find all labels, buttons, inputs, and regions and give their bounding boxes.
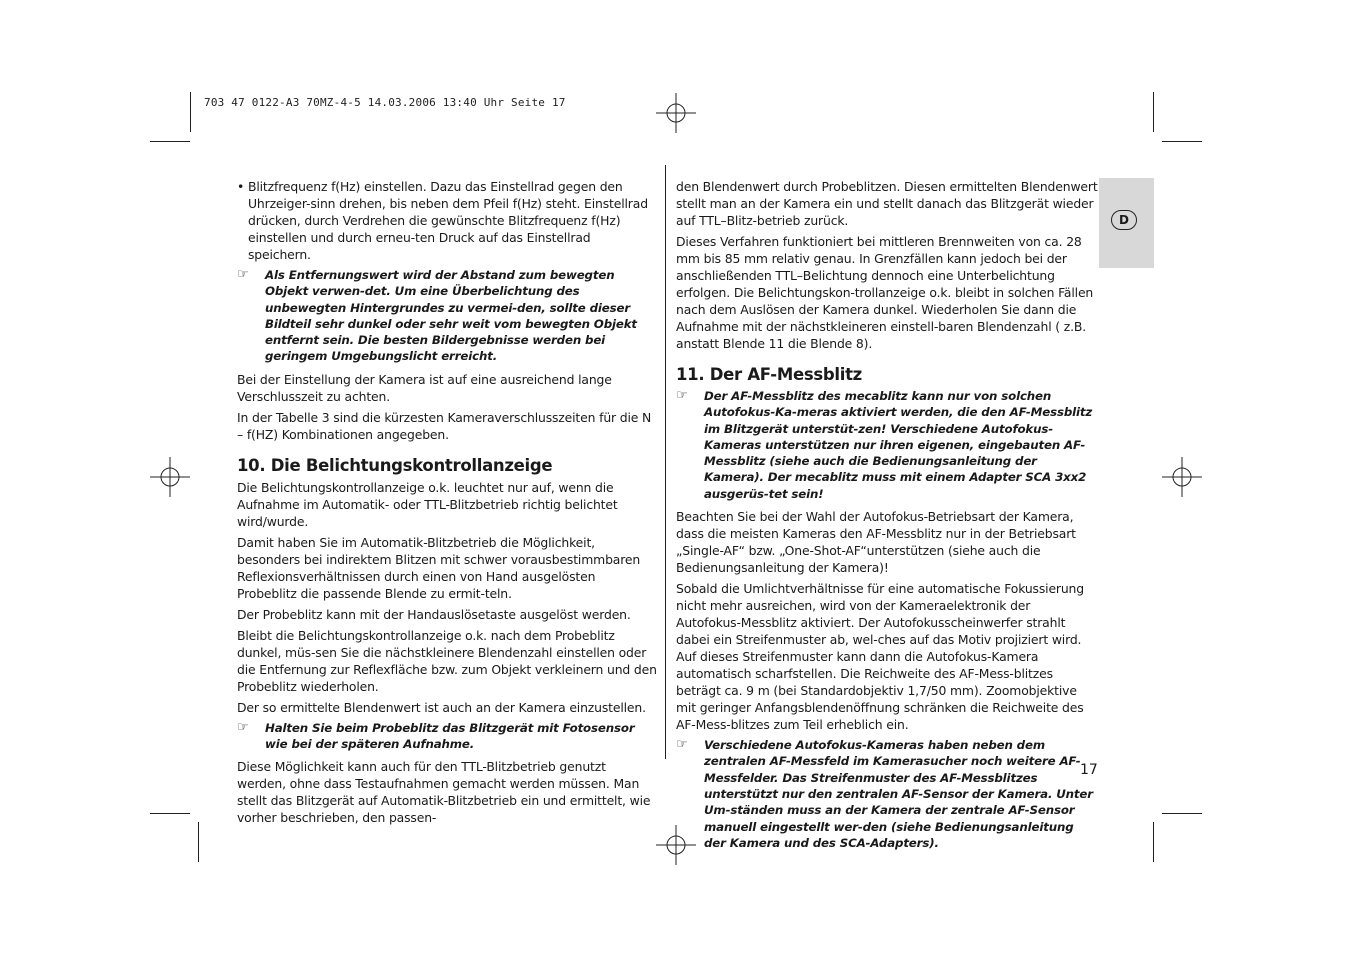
note-af-flash (676, 388, 1098, 502)
crop-mark-bottom-right-v (1153, 822, 1154, 862)
note-text: Der AF-Messblitz des mecablitz kann nur von solchen Autofokus-Ka-meras aktiviert werden, die den AF-Messblitz im Blitzgerät unterstüt-zen! Verschiedene Autofokus-Kameras unterstützen nur ihren eigenen, eingebauten AF-Messblitz (siehe auch die Bedienungsanleitung der Kamera). Der mecablitz muss mit einem Adapter SCA 3xx2 ausgerüs-tet sein! (704, 389, 1093, 501)
paragraph: Die Belichtungskontrollanzeige o.k. leuchtet nur auf, wenn die Aufnahme im Automatik- oder TTL-Blitzbetrieb richtig belichtet wird/wurde. (237, 479, 618, 529)
crop-mark-top-right-v (1153, 92, 1154, 132)
language-tab-label: D (1111, 210, 1137, 230)
pointing-hand-icon: ☞ (676, 737, 688, 753)
note-moving-object (237, 267, 657, 365)
crop-mark-top-right-h (1162, 141, 1202, 142)
paragraph: Der so ermittelte Blendenwert ist auch an der Kamera einzustellen. (237, 699, 646, 715)
left-column (237, 178, 657, 830)
paragraph: Der Probeblitz kann mit der Handauslösetaste ausgelöst werden. (237, 606, 631, 622)
bullet-dot: • (237, 179, 245, 194)
right-column (676, 178, 1098, 857)
registration-mark-left-icon (150, 457, 190, 497)
crop-mark-bottom-left-v (198, 822, 199, 862)
column-divider (665, 165, 666, 759)
paragraph: Bleibt die Belichtungskontrollanzeige o.k. nach dem Probeblitz dunkel, müs-sen Sie die nächstkleinere Blendenzahl einstellen oder die Entfernung zur Reflexfläche bzw. zum Objekt verkleinern und den Probeblitz wiederholen. (237, 627, 657, 694)
crop-mark-top-left-h (150, 141, 190, 142)
section-heading-10: 10. Die Belichtungskontrollanzeige (237, 455, 553, 475)
print-slug: 703 47 0122-A3 70MZ-4-5 14.03.2006 13:40 Uhr Seite 17 (204, 96, 566, 109)
pointing-hand-icon: ☞ (237, 719, 249, 735)
pointing-hand-icon: ☞ (237, 267, 249, 282)
crop-mark-bottom-right-h (1162, 813, 1202, 814)
note-af-fields (676, 737, 1098, 851)
language-tab (1099, 178, 1154, 268)
registration-mark-top-icon (656, 93, 696, 133)
bullet-text: Blitzfrequenz f(Hz) einstellen. Dazu das Einstellrad gegen den Uhrzeiger-sinn drehen, bis neben dem Pfeil f(Hz) steht. Einstellrad drücken, durch Verdrehen die gewünschte Blitzfrequenz f(Hz) einstellen und durch erneu-ten Druck auf das Einstellrad speichern. (248, 179, 648, 262)
note-text: Halten Sie beim Probeblitz das Blitzgerät mit Fotosensor wie bei der späteren Aufnahme. (265, 720, 635, 752)
paragraph: den Blendenwert durch Probeblitzen. Diesen ermittelten Blendenwert stellt man an der Kamera ein und stellt danach das Blitzgerät wieder auf TTL–Blitz-betrieb zurück. (676, 179, 1098, 228)
paragraph: In der Tabelle 3 sind die kürzesten Kameraverschlusszeiten für die N – f(HZ) Kombinationen angegeben. (237, 409, 652, 442)
section-heading-11: 11. Der AF-Messblitz (676, 365, 862, 384)
paragraph: Beachten Sie bei der Wahl der Autofokus-Betriebsart der Kamera, dass die meisten Kameras den AF-Messblitz nur in der Betriebsart „Single-AF“ bzw. „One-Shot-AF“unterstützen (siehe auch die Bedienungsanleitung der Kamera)! (676, 509, 1076, 576)
crop-mark-top-left-v (190, 92, 191, 132)
pointing-hand-icon: ☞ (676, 388, 688, 403)
paragraph: Sobald die Umlichtverhältnisse für eine automatische Fokussierung nicht mehr ausreichen, wird von der Kameraelektronik der Autofokus-Messblitz aktiviert. Der Autofokusscheinwerfer strahlt dabei ein Streifenmuster ab, wel-ches auf das Motiv projiziert wird. Auf dieses Streifenmuster kann dann die Autofokus-Kamera automatisch scharfstellen. Die Reichweite des AF-Mess-blitzes beträgt ca. 9 m (bei Standardobjektiv 1,7/50 mm). Zoomobjektive mit geringer Anfangsblendenöffnung schränken die Reichweite des AF-Mess-blitzes zum Teil erheblich ein. (676, 581, 1084, 733)
note-text: Als Entfernungswert wird der Abstand zum bewegten Objekt verwen-det. Um eine Überbelichtung des unbewegten Hintergrundes zu vermei-den, sollte dieser Bildteil sehr dunkel oder sehr weit vom bewegten Objekt entfernt sein. Die besten Bildergebnisse werden bei geringem Umgebungslicht erreicht. (265, 268, 637, 364)
paragraph: Bei der Einstellung der Kamera ist auf eine ausreichend lange Verschlusszeit zu achten. (237, 371, 612, 404)
crop-mark-bottom-left-h (150, 813, 190, 814)
paragraph: Dieses Verfahren funktioniert bei mittleren Brennweiten von ca. 28 mm bis 85 mm relativ genau. In Grenzfällen kann jedoch bei der anschließenden TTL–Belichtung dennoch eine Unterbelichtung erfolgen. Die Belichtungskon-trollanzeige o.k. bleibt in solchen Fällen nach dem Auslösen der Kamera dunkel. Wiederholen Sie dann die Aufnahme mit der nächstkleineren einstell-baren Blendenzahl ( z.B. anstatt Blende 11 die Blende 8). (676, 234, 1094, 351)
registration-mark-right-icon (1162, 457, 1202, 497)
page-number: 17 (1080, 762, 1098, 778)
note-test-flash (237, 720, 657, 753)
bullet-item (237, 178, 657, 263)
paragraph: Diese Möglichkeit kann auch für den TTL-Blitzbetrieb genutzt werden, ohne dass Testaufnahmen gemacht werden müssen. Man stellt das Blitzgerät auf Automatik-Blitzbetrieb ein und ermittelt, wie vorher beschrieben, den passen- (237, 759, 651, 826)
note-text: Verschiedene Autofokus-Kameras haben neben dem zentralen AF-Messfeld im Kamerasucher noch weitere AF-Messfelder. Das Streifenmuster des AF-Messblitzes unterstützt nur den zentralen AF-Sensor der Kamera. Unter Um-ständen muss an der Kamera der zentrale AF-Sensor manuell eingestellt wer-den (siehe Bedienungsanleitung der Kamera und des SCA-Adapters). (704, 738, 1093, 850)
paragraph: Damit haben Sie im Automatik-Blitzbetrieb die Möglichkeit, besonders bei indirektem Blitzen mit schwer vorausbestimmbaren Reflexionsverhältnissen durch einen von Hand ausgelösten Probeblitz die passende Blende zu ermit-teln. (237, 534, 641, 601)
